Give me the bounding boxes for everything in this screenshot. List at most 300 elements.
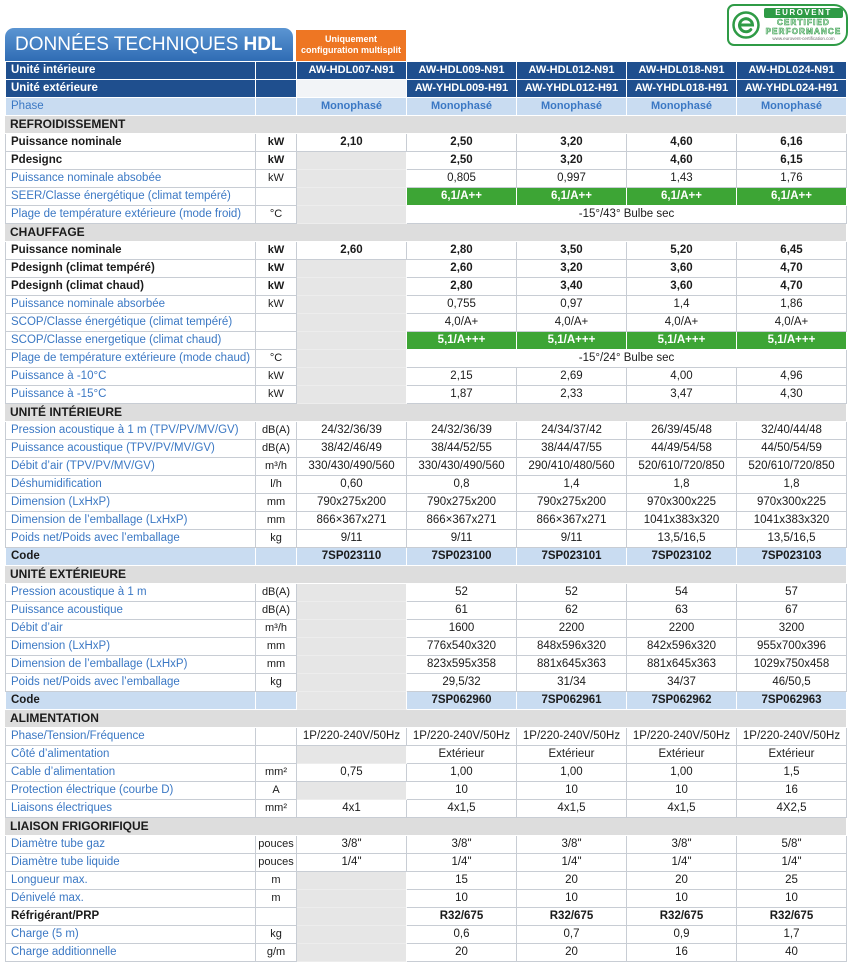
value-cell: 1P/220-240V/50Hz [407, 728, 517, 746]
value-cell: 4x1 [297, 800, 407, 818]
row-label: Pdesignh (climat chaud) [5, 278, 256, 296]
value-cell: 6,15 [737, 152, 847, 170]
eurovent-url: www.eurovent-certification.com [772, 36, 835, 41]
unit-cell: mm [256, 494, 297, 512]
value-cell: 1,86 [737, 296, 847, 314]
value-cell: 2,60 [407, 260, 517, 278]
unit-cell [256, 332, 297, 350]
unavailable-cell [297, 638, 407, 656]
value-cell: 38/44/47/55 [517, 440, 627, 458]
row-label: Longueur max. [5, 872, 256, 890]
indoor-model-name: AW-HDL007-N91 [297, 62, 407, 80]
row-label: Code [5, 548, 256, 566]
product-code: 7SP062961 [517, 692, 627, 710]
value-cell: 3/8" [627, 836, 737, 854]
value-cell: 4,60 [627, 134, 737, 152]
value-cell: 1,87 [407, 386, 517, 404]
unit-cell: °C [256, 350, 297, 368]
phase-value: Monophasé [517, 98, 627, 116]
energy-class-badge: 6,1/A++ [407, 188, 517, 206]
value-cell: 57 [737, 584, 847, 602]
value-cell: 0,8 [407, 476, 517, 494]
value-cell: 4,30 [737, 386, 847, 404]
row-label: Dimension de l’emballage (LxHxP) [5, 512, 256, 530]
spec-row [5, 422, 847, 440]
value-cell: 34/37 [627, 674, 737, 692]
value-cell: 881x645x363 [517, 656, 627, 674]
eurovent-certification-logo [727, 4, 848, 46]
value-cell: 6,45 [737, 242, 847, 260]
section-header [5, 224, 847, 242]
energy-class-badge: 6,1/A++ [517, 188, 627, 206]
unit-cell [256, 746, 297, 764]
value-cell: 2,69 [517, 368, 627, 386]
row-label: Dimension (LxHxP) [5, 494, 256, 512]
value-cell: Extérieur [407, 746, 517, 764]
unit-cell: kW [256, 260, 297, 278]
spec-row [5, 332, 847, 350]
value-cell: 1,76 [737, 170, 847, 188]
spec-row [5, 908, 847, 926]
value-cell: 10 [737, 890, 847, 908]
value-cell: 61 [407, 602, 517, 620]
value-cell: 40 [737, 944, 847, 962]
value-cell: 31/34 [517, 674, 627, 692]
multisplit-note-line-1: Uniquement [324, 34, 377, 44]
row-label: Pression acoustique à 1 m [5, 584, 256, 602]
spec-row [5, 386, 847, 404]
phase-value: Monophasé [737, 98, 847, 116]
value-cell: 3/8" [517, 836, 627, 854]
row-label: Poids net/Poids avec l’emballage [5, 674, 256, 692]
value-cell: 15 [407, 872, 517, 890]
value-cell: 44/50/54/59 [737, 440, 847, 458]
spec-row [5, 512, 847, 530]
spec-row [5, 746, 847, 764]
unavailable-cell [297, 908, 407, 926]
eurovent-emblem-icon [731, 10, 761, 40]
unit-cell [256, 80, 297, 98]
value-cell: 866×367x271 [407, 512, 517, 530]
value-cell: 3,20 [517, 152, 627, 170]
value-cell: 52 [407, 584, 517, 602]
value-cell: 3,20 [517, 134, 627, 152]
value-cell: 1P/220-240V/50Hz [517, 728, 627, 746]
row-label: Côté d’alimentation [5, 746, 256, 764]
product-code: 7SP023103 [737, 548, 847, 566]
value-cell: 0,60 [297, 476, 407, 494]
value-cell: 5,20 [627, 242, 737, 260]
spec-row [5, 188, 847, 206]
merged-range-value: -15°/43° Bulbe sec [407, 206, 847, 224]
value-cell: 2,15 [407, 368, 517, 386]
value-cell: 1,4 [517, 476, 627, 494]
value-cell: Extérieur [517, 746, 627, 764]
multisplit-note-line-2: configuration multisplit [301, 45, 401, 55]
spec-row [5, 890, 847, 908]
value-cell: 2,50 [407, 134, 517, 152]
section-header [5, 404, 847, 422]
value-cell: 20 [517, 872, 627, 890]
row-label: Puissance nominale [5, 242, 256, 260]
value-cell: 2200 [517, 620, 627, 638]
spec-row [5, 530, 847, 548]
unit-cell [256, 188, 297, 206]
value-cell: 1/4" [407, 854, 517, 872]
value-cell: 520/610/720/850 [627, 458, 737, 476]
unavailable-cell [297, 332, 407, 350]
section-header [5, 566, 847, 584]
value-cell: 0,805 [407, 170, 517, 188]
value-cell: 866×367x271 [517, 512, 627, 530]
unit-cell: dB(A) [256, 422, 297, 440]
unavailable-cell [297, 278, 407, 296]
value-cell: 3/8" [297, 836, 407, 854]
value-cell: 790x275x200 [517, 494, 627, 512]
value-cell: 1,8 [737, 476, 847, 494]
value-cell: 24/34/37/42 [517, 422, 627, 440]
unit-cell: mm [256, 512, 297, 530]
unit-cell: kW [256, 170, 297, 188]
value-cell: 20 [517, 944, 627, 962]
spec-row [5, 368, 847, 386]
value-cell: 520/610/720/850 [737, 458, 847, 476]
value-cell: 24/32/36/39 [297, 422, 407, 440]
value-cell: 848x596x320 [517, 638, 627, 656]
indoor-model-name: AW-HDL024-N91 [737, 62, 847, 80]
row-label: Déshumidification [5, 476, 256, 494]
row-label: Charge (5 m) [5, 926, 256, 944]
spec-row [5, 854, 847, 872]
section-header [5, 116, 847, 134]
unavailable-cell [297, 872, 407, 890]
value-cell: 54 [627, 584, 737, 602]
value-cell: 4,96 [737, 368, 847, 386]
row-label: Plage de température extérieure (mode froid) [5, 206, 256, 224]
indoor-unit-row [5, 62, 847, 80]
spec-row [5, 278, 847, 296]
unavailable-cell [297, 782, 407, 800]
spec-row [5, 638, 847, 656]
value-cell: 10 [627, 890, 737, 908]
value-cell: 26/39/45/48 [627, 422, 737, 440]
spec-row [5, 836, 847, 854]
value-cell: 2,10 [297, 134, 407, 152]
spec-row [5, 170, 847, 188]
value-cell: 2,80 [407, 242, 517, 260]
unit-cell [256, 314, 297, 332]
value-cell: R32/675 [407, 908, 517, 926]
eurovent-performance: PERFORMANCE [765, 27, 842, 36]
value-cell: 4,0/A+ [627, 314, 737, 332]
unit-cell: kg [256, 926, 297, 944]
code-row [5, 692, 847, 710]
spec-row [5, 782, 847, 800]
row-label: SCOP/Classe energetique (climat chaud) [5, 332, 256, 350]
value-cell: 290/410/480/560 [517, 458, 627, 476]
eurovent-text-block [761, 8, 846, 42]
value-cell: 2,60 [297, 242, 407, 260]
unit-cell [256, 908, 297, 926]
row-label: Charge additionnelle [5, 944, 256, 962]
value-cell: 0,97 [517, 296, 627, 314]
outdoor-model-name: AW-YHDL012-H91 [517, 80, 627, 98]
value-cell: 9/11 [297, 530, 407, 548]
section-title: LIAISON FRIGORIFIQUE [5, 818, 847, 836]
value-cell: 13,5/16,5 [627, 530, 737, 548]
value-cell: 2,80 [407, 278, 517, 296]
energy-class-badge: 5,1/A+++ [627, 332, 737, 350]
value-cell: 1,5 [737, 764, 847, 782]
value-cell: 0,6 [407, 926, 517, 944]
value-cell: 16 [737, 782, 847, 800]
value-cell: 1,00 [627, 764, 737, 782]
unavailable-cell [297, 602, 407, 620]
unavailable-cell [297, 260, 407, 278]
phase-value: Monophasé [297, 98, 407, 116]
value-cell: 24/32/36/39 [407, 422, 517, 440]
row-label: Phase/Tension/Fréquence [5, 728, 256, 746]
row-label: Code [5, 692, 256, 710]
row-label: Puissance acoustique [5, 602, 256, 620]
spec-row [5, 350, 847, 368]
unit-cell: °C [256, 206, 297, 224]
phase-value: Monophasé [627, 98, 737, 116]
spec-row [5, 296, 847, 314]
row-label: Liaisons électriques [5, 800, 256, 818]
spec-row [5, 674, 847, 692]
row-label: Diamètre tube gaz [5, 836, 256, 854]
product-code: 7SP023102 [627, 548, 737, 566]
value-cell: 2200 [627, 620, 737, 638]
value-cell: 6,16 [737, 134, 847, 152]
row-label: Phase [5, 98, 256, 116]
value-cell: 2,50 [407, 152, 517, 170]
value-cell: 0,75 [297, 764, 407, 782]
spec-row [5, 314, 847, 332]
row-label: Pdesignh (climat tempéré) [5, 260, 256, 278]
value-cell: 790x275x200 [297, 494, 407, 512]
energy-class-badge: 5,1/A+++ [517, 332, 627, 350]
unit-cell: mm [256, 638, 297, 656]
value-cell: 4x1,5 [407, 800, 517, 818]
value-cell: 20 [407, 944, 517, 962]
value-cell: 1600 [407, 620, 517, 638]
section-title: REFROIDISSEMENT [5, 116, 847, 134]
value-cell: 1,43 [627, 170, 737, 188]
value-cell: 4,70 [737, 260, 847, 278]
value-cell: 29,5/32 [407, 674, 517, 692]
spec-row [5, 584, 847, 602]
value-cell: 5/8" [737, 836, 847, 854]
spec-row [5, 872, 847, 890]
outdoor-unit-row [5, 80, 847, 98]
value-cell: 1P/220-240V/50Hz [297, 728, 407, 746]
spec-row [5, 260, 847, 278]
value-cell: Extérieur [737, 746, 847, 764]
unit-cell: m [256, 890, 297, 908]
value-cell: 823x595x358 [407, 656, 517, 674]
value-cell: 1,8 [627, 476, 737, 494]
value-cell: 38/44/52/55 [407, 440, 517, 458]
row-label: Pdesignc [5, 152, 256, 170]
unit-cell: m³/h [256, 620, 297, 638]
row-label: Protection électrique (courbe D) [5, 782, 256, 800]
value-cell: Extérieur [627, 746, 737, 764]
value-cell: 1/4" [517, 854, 627, 872]
row-label: Unité intérieure [5, 62, 256, 80]
unavailable-cell [297, 368, 407, 386]
product-code: 7SP023101 [517, 548, 627, 566]
unavailable-cell [297, 584, 407, 602]
unit-cell: kW [256, 242, 297, 260]
unavailable-cell [297, 692, 407, 710]
value-cell: 3,47 [627, 386, 737, 404]
unavailable-cell [297, 206, 407, 224]
value-cell: 4,60 [627, 152, 737, 170]
row-label: Unité extérieure [5, 80, 256, 98]
row-label: Réfrigérant/PRP [5, 908, 256, 926]
outdoor-model-name: AW-YHDL018-H91 [627, 80, 737, 98]
phase-row [5, 98, 847, 116]
row-label: Puissance acoustique (TPV/PV/MV/GV) [5, 440, 256, 458]
spec-row [5, 926, 847, 944]
spec-row [5, 602, 847, 620]
value-cell: 52 [517, 584, 627, 602]
value-cell: 1P/220-240V/50Hz [737, 728, 847, 746]
value-cell: 25 [737, 872, 847, 890]
value-cell: 1029x750x458 [737, 656, 847, 674]
page-title [5, 28, 293, 61]
value-cell: 4X2,5 [737, 800, 847, 818]
unit-cell [256, 728, 297, 746]
energy-class-badge: 6,1/A++ [627, 188, 737, 206]
value-cell: 330/430/490/560 [297, 458, 407, 476]
unit-cell: A [256, 782, 297, 800]
spec-row [5, 620, 847, 638]
unavailable-cell [297, 656, 407, 674]
energy-class-badge: 6,1/A++ [737, 188, 847, 206]
empty-cell [297, 80, 407, 98]
multisplit-only-badge [296, 30, 406, 61]
value-cell: 970x300x225 [737, 494, 847, 512]
product-code: 7SP062962 [627, 692, 737, 710]
value-cell: 1041x383x320 [627, 512, 737, 530]
unit-cell: mm [256, 656, 297, 674]
value-cell: 3,60 [627, 260, 737, 278]
unit-cell: l/h [256, 476, 297, 494]
technical-data-table [5, 62, 847, 962]
outdoor-model-name: AW-YHDL024-H91 [737, 80, 847, 98]
unit-cell: dB(A) [256, 584, 297, 602]
value-cell: 1/4" [737, 854, 847, 872]
spec-row [5, 440, 847, 458]
unit-cell: kW [256, 152, 297, 170]
value-cell: 4x1,5 [517, 800, 627, 818]
unit-cell: g/m [256, 944, 297, 962]
unit-cell [256, 98, 297, 116]
value-cell: 4,0/A+ [737, 314, 847, 332]
indoor-model-name: AW-HDL012-N91 [517, 62, 627, 80]
value-cell: 4,0/A+ [407, 314, 517, 332]
code-row [5, 548, 847, 566]
row-label: Débit d’air (TPV/PV/MV/GV) [5, 458, 256, 476]
unavailable-cell [297, 926, 407, 944]
value-cell: 776x540x320 [407, 638, 517, 656]
value-cell: 330/430/490/560 [407, 458, 517, 476]
row-label: SEER/Classe énergétique (climat tempéré) [5, 188, 256, 206]
value-cell: 1,00 [407, 764, 517, 782]
value-cell: 0,755 [407, 296, 517, 314]
value-cell: 3,60 [627, 278, 737, 296]
unit-cell [256, 692, 297, 710]
section-header [5, 818, 847, 836]
value-cell: 9/11 [517, 530, 627, 548]
unit-cell [256, 548, 297, 566]
value-cell: 10 [407, 782, 517, 800]
value-cell: 3/8" [407, 836, 517, 854]
indoor-model-name: AW-HDL009-N91 [407, 62, 517, 80]
section-title: UNITÉ INTÉRIEURE [5, 404, 847, 422]
spec-row [5, 764, 847, 782]
value-cell: 0,7 [517, 926, 627, 944]
unavailable-cell [297, 746, 407, 764]
merged-range-value: -15°/24° Bulbe sec [407, 350, 847, 368]
product-code: 7SP023110 [297, 548, 407, 566]
value-cell: 1,00 [517, 764, 627, 782]
energy-class-badge: 5,1/A+++ [737, 332, 847, 350]
value-cell: 4,70 [737, 278, 847, 296]
value-cell: 10 [517, 782, 627, 800]
unavailable-cell [297, 152, 407, 170]
row-label: Puissance nominale [5, 134, 256, 152]
value-cell: 790x275x200 [407, 494, 517, 512]
unavailable-cell [297, 170, 407, 188]
value-cell: 44/49/54/58 [627, 440, 737, 458]
spec-row [5, 800, 847, 818]
unit-cell: kW [256, 278, 297, 296]
unit-cell: dB(A) [256, 602, 297, 620]
row-label: Cable d’alimentation [5, 764, 256, 782]
value-cell: 10 [407, 890, 517, 908]
unit-cell: m³/h [256, 458, 297, 476]
title-main: DONNÉES TECHNIQUES [15, 34, 239, 55]
value-cell: 1P/220-240V/50Hz [627, 728, 737, 746]
section-title: CHAUFFAGE [5, 224, 847, 242]
value-cell: 9/11 [407, 530, 517, 548]
value-cell: R32/675 [627, 908, 737, 926]
row-label: Puissance à -10°C [5, 368, 256, 386]
row-label: Puissance nominale absorbée [5, 296, 256, 314]
spec-row [5, 944, 847, 962]
value-cell: 16 [627, 944, 737, 962]
value-cell: 1/4" [627, 854, 737, 872]
value-cell: 4,00 [627, 368, 737, 386]
spec-row [5, 656, 847, 674]
value-cell: 32/40/44/48 [737, 422, 847, 440]
section-header [5, 710, 847, 728]
unit-cell: kg [256, 530, 297, 548]
unavailable-cell [297, 944, 407, 962]
value-cell: 842x596x320 [627, 638, 737, 656]
row-label: Dénivelé max. [5, 890, 256, 908]
unavailable-cell [297, 188, 407, 206]
unit-cell: mm² [256, 764, 297, 782]
value-cell: 970x300x225 [627, 494, 737, 512]
eurovent-brand: EUROVENT [764, 8, 843, 18]
section-title: ALIMENTATION [5, 710, 847, 728]
value-cell: 3,20 [517, 260, 627, 278]
